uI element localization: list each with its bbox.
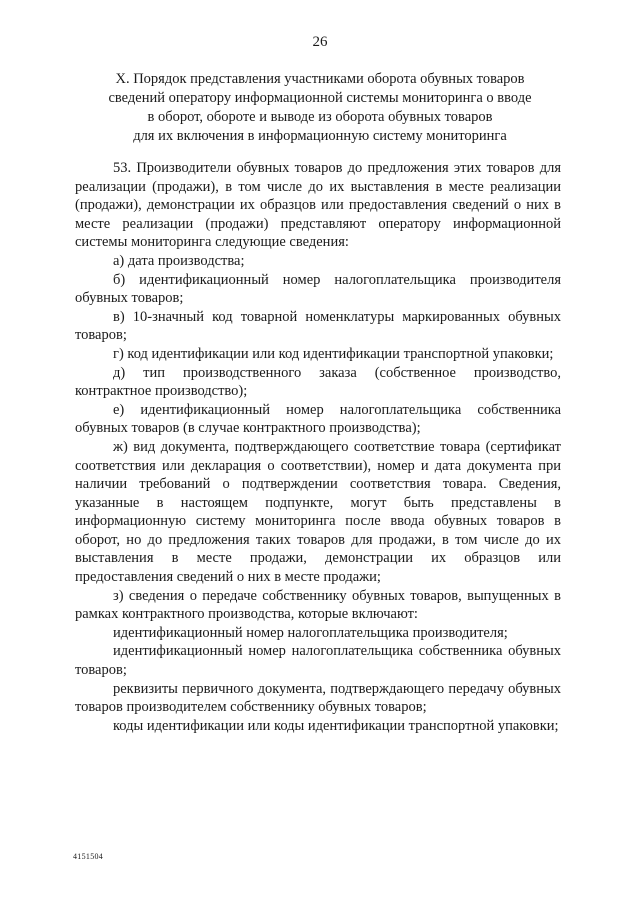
sub-item-producer-inn: идентификационный номер налогоплательщика производителя; (113, 624, 508, 641)
paragraph-53-intro: 53. Производители обувных товаров до предложения этих товаров для реализации (продажи), в том числе до их выставления в месте реализации (продажи), демонстрации их образцов или предоставления сведений о них в месте реализации (продажи) представляют оператору информационной системы мониторинга следующие сведения: (75, 160, 561, 251)
sub-item-identification-codes: коды идентификации или коды идентификации транспортной упаковки; (113, 717, 559, 734)
heading-line: в оборот, обороте и выводе из оборота обувных товаров (147, 109, 493, 125)
document-code: 4151504 (73, 852, 104, 861)
list-item-d: д) тип производственного заказа (собственное производство, контрактное производство); (75, 364, 561, 400)
list-item-a: а) дата производства; (113, 252, 245, 269)
sub-item-owner-inn: идентификационный номер налогоплательщика собственника обувных товаров; (75, 643, 561, 679)
heading-line: сведений оператору информационной системы мониторинга о вводе (108, 90, 532, 106)
list-item-v: в) 10-значный код товарной номенклатуры маркированных обувных товаров; (75, 308, 561, 344)
section-heading (60, 70, 580, 146)
heading-line: X. Порядок представления участниками оборота обувных товаров (115, 71, 525, 87)
heading-line: для их включения в информационную систему мониторинга (133, 128, 507, 144)
page-number: 26 (312, 34, 328, 50)
document-body (75, 159, 561, 735)
sub-item-primary-document: реквизиты первичного документа, подтверждающего передачу обувных товаров производителем собственнику обувных товаров; (75, 680, 561, 716)
list-item-zh: ж) вид документа, подтверждающего соответствие товара (сертификат соответствия или декларация о соответствии), номер и дата документа при наличии требований о подтверждении соответствия товара. Сведения, указанные в настоящем подпункте, могут быть представлены в информационную систему мониторинга после ввода обувных товаров в оборот, но до предложения таких товаров для продажи, в том числе до их выставления в месте продажи, демонстрации их образцов или предоставления сведений о них в месте продажи; (75, 438, 561, 586)
list-item-g: г) код идентификации или код идентификации транспортной упаковки; (113, 345, 554, 362)
list-item-e: е) идентификационный номер налогоплательщика собственника обувных товаров (в случае контрактного производства); (75, 401, 561, 437)
list-item-b: б) идентификационный номер налогоплательщика производителя обувных товаров; (75, 271, 561, 307)
list-item-z: з) сведения о передаче собственнику обувных товаров, выпущенных в рамках контрактного производства, которые включают: (75, 587, 561, 623)
